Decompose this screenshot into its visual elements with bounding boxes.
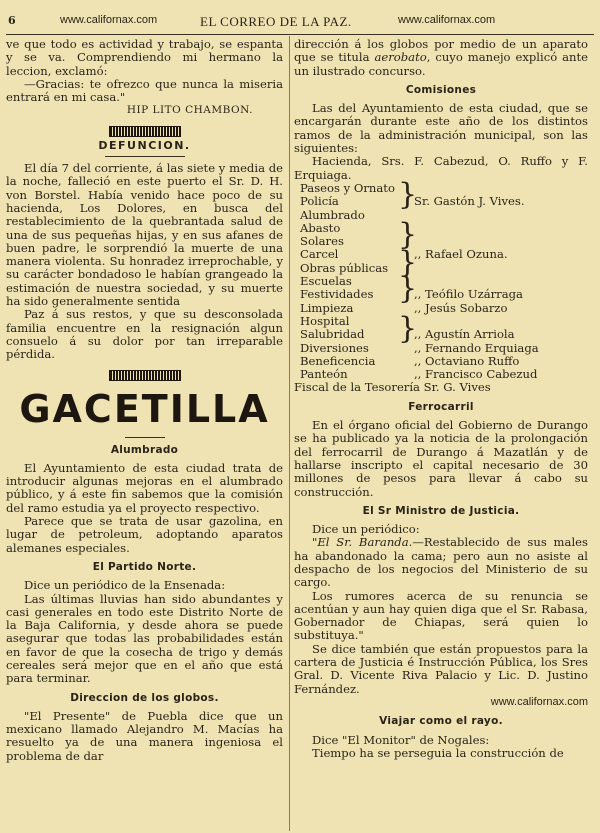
ferrocarril-heading: Ferrocarril [408,400,474,413]
defuncion-paragraph-1: El día 7 del corriente, á las siete y media de la noche, falleció en este puerto el Sr. D. H. von Borstel. Había venido hace poco de su hacienda, Los Dolores, en busca del restablecimiento de la quebrantada salud de una de sus pequeñas hijas, y en sus afanes de buen padre, le sorprendió la muerte de una manera violenta. Su honradez irreprochable, y su carácter bondadoso le habían grangeado la estimación de nuestra sociedad, y su muerte ha sido generalmente sentida [6,161,283,309]
partido-paragraph-1: Dice un periódico de la Ensenada: [24,578,226,593]
column-divider [289,36,290,831]
list-item: Abasto [300,220,341,235]
list-item: Paseos y Ornato [300,180,395,195]
list-item: Obras públicas [300,260,389,275]
header-url-left: www.californax.com [60,14,158,26]
globos-heading: Direccion de los globos. [70,691,219,704]
list-item: Policía Sr. Gastón J. Vives. [300,194,525,209]
gacetilla-heading: GACETILLA [19,386,270,431]
ornament-divider [109,370,181,381]
baranda-term: "El Sr. Baranda. [312,535,413,550]
alumbrado-heading: Alumbrado [110,443,179,456]
rayo-paragraph-2: Tiempo ha se perseguia la construcción de [312,745,564,760]
comisiones-heading: Comisiones [405,83,477,96]
list-item: Panteón ,, Francisco Cabezud [300,367,538,382]
list-item: Hospital [300,313,350,328]
header-url-right: www.californax.com [398,14,496,26]
ministro-paragraph-3: Los rumores acerca de su renuncia se acentúan y aun hay quien diga que el Sr. Rabasa, Gobernador de Chiapas, será quien lo substituya." [294,588,588,643]
intro-paragraph-1: ve que todo es actividad y trabajo, se espanta y se va. Comprendiendo mi hermano la leccion, exclamó: [6,37,283,78]
page-number: 6 [8,14,16,27]
heading-rule [105,156,185,157]
left-column [6,38,283,763]
brace-mark: } [398,244,418,280]
list-item: Alumbrado [300,207,365,222]
list-item: Carcel ,, Rafael Ozuna. [300,247,508,262]
defuncion-paragraph-2: Paz á sus restos, y que su desconsolada familia encuentre en la resignación algun consuelo á su dolor por tan irreparable pérdida. [6,307,283,362]
header-rule [6,34,594,35]
intro-paragraph-2: —Gracias: te ofrezco que nunca la miseria entrará en mi casa." [6,76,283,105]
right-column [294,38,588,760]
list-item: Salubridad ,, Agustín Arriola [300,327,515,342]
partido-norte-heading: El Partido Norte. [92,560,197,573]
watermark-url: www.californax.com [490,695,588,708]
newspaper-title: EL CORREO DE LA PAZ. [200,14,352,29]
list-item: Solares [300,234,344,249]
globos-text-b: , cuyo manejo explicó ante un ilustrado concurso. [294,50,588,78]
ministro-paragraph-4: Se dice también que están propuestos para la cartera de Justicia é Instrucción Pública, los Sres Gral. D. Vicente Riva Palacio y Lic. D. Justino Fernández. [294,641,588,696]
fiscal-line: Fiscal de la Tesorería Sr. G. Vives [294,380,491,395]
globos-paragraph-1: "El Presente" de Puebla dice que un mexicano llamado Alejandro M. Macías ha resuelto ya de una manera ingeniosa el problema de dar [6,708,283,763]
page-header [0,14,600,34]
defuncion-heading: DEFUNCION. [98,138,191,152]
signature: HIP LITO CHAMBON. [126,104,253,117]
brace-mark: } [398,310,418,346]
section-rule [125,437,165,438]
list-item: Limpieza ,, Jesús Sobarzo [300,300,508,315]
partido-paragraph-2: Las últimas lluvias han sido abundantes y casi generales en todo este Distrito Norte de la Baja California, y desde ahora se puede asegurar que todas las probabilidades están en favor de que la cosecha de trigo y demás cereales será mejor que en el año que está para terminar. [6,591,283,686]
globos-paragraph-2 [294,38,588,78]
list-item: Diversiones ,, Fernando Erquiaga [300,340,539,355]
ministro-paragraph-2: "El Sr. Baranda.—Restablecido de sus males ha abandonado la cama; pero aun no asiste al despacho de los negocios del Ministerio de su cargo. [294,535,588,590]
ministro-heading: El Sr Ministro de Justicia. [362,504,520,517]
list-item: Festividades ,, Teófilo Uzárraga [300,287,523,302]
ministro-paragraph-1: Dice un periódico: [312,522,420,537]
rayo-paragraph-1: Dice "El Monitor" de Nogales: [312,732,490,747]
hacienda-line: Hacienda, Srs. F. Cabezud, O. Ruffo y F. Erquiaga. [294,154,588,182]
rayo-heading: Viajar como el rayo. [379,715,503,728]
brace-mark: } [398,176,418,212]
globos-text-a: dirección á los globos por medio de un aparato que se titula [294,37,588,65]
brace-mark: } [398,216,418,252]
ferrocarril-paragraph: En el órgano oficial del Gobierno de Durango se ha publicado ya la noticia de la prolongación del ferrocarril de Durango á Mazatlán y de hallarse inscripto el capital necesario de 30 millones de pesos para llevar á cabo su construcción. [294,418,588,499]
comisiones-list [294,176,588,382]
ornament-divider [109,126,181,137]
comisiones-paragraph: Las del Ayuntamiento de esta ciudad, que se encargarán durante este año de los distintos ramos de la administración municipal, son las siguientes: [294,101,588,156]
list-item: Beneficencia ,, Octaviano Ruffo [300,353,520,368]
alumbrado-paragraph-1: El Ayuntamiento de esta ciudad trata de introducir algunas mejoras en el alumbrado público, y á este fin sabemos que la comisión del ramo estudia ya el proyecto respectivo. [6,460,283,515]
aerobato-term: aerobato [374,50,427,65]
alumbrado-paragraph-2: Parece que se trata de usar gazolina, en lugar de petroleum, adoptando aparatos alemanes especiales. [6,514,283,555]
brace-mark: } [398,270,418,306]
list-item: Escuelas [300,274,352,289]
